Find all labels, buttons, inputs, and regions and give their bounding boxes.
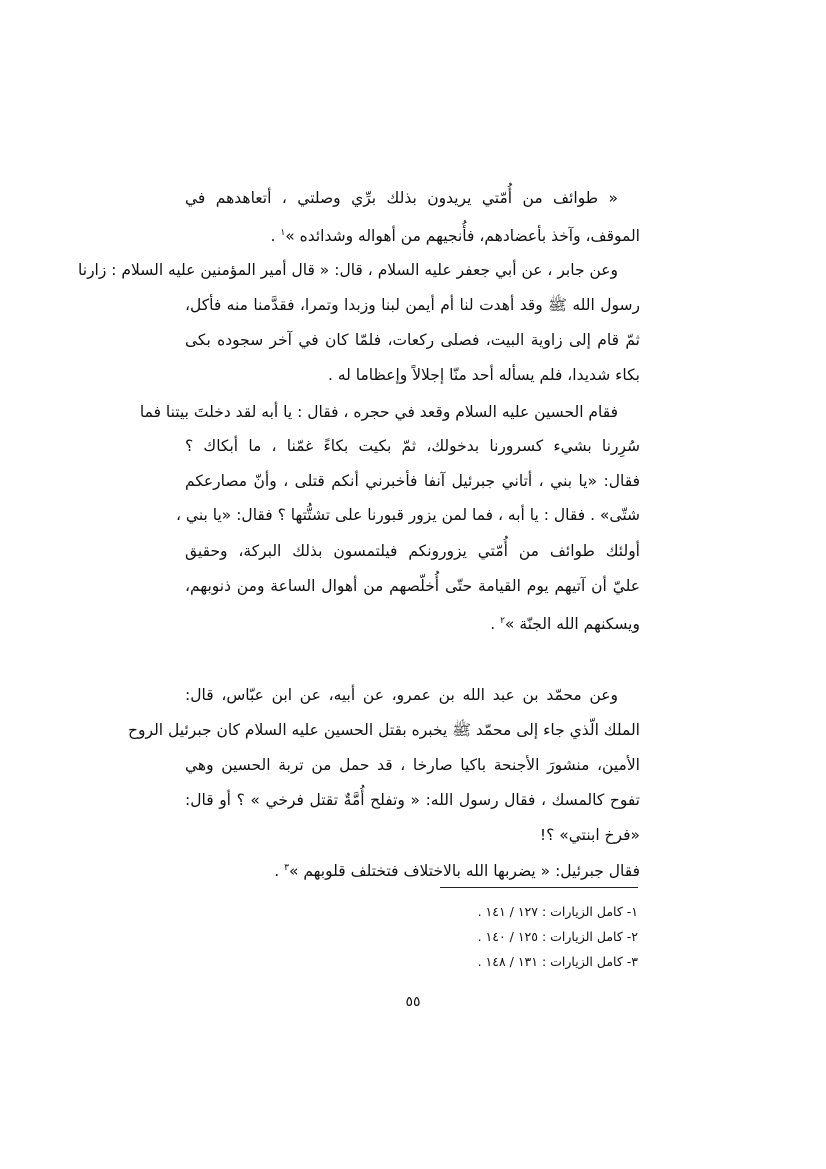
text-line: عليّ أن آتيهم يوم القيامة حتّى أُخلّصهم من أهوال الساعة ومن ذنوبهم، <box>185 577 640 595</box>
text-line: أولئك طوائف من أُمّتي يزورونكم فيلتمسون بذلك البركة، وحقيق <box>185 542 640 560</box>
footnote-ref: ٢ <box>500 616 505 626</box>
text-line <box>185 856 640 883</box>
text-line-content: فقال جبرئيل: « يضربها الله بالاختلاف فتختلف قلوبهم » <box>288 862 640 881</box>
text-line: شتّى» . فقال : يا أبه ، فما لمن يزور قبورنا على تشتُّتها ؟ فقال: «يا بني ، <box>176 506 640 524</box>
period: . <box>490 615 501 634</box>
text-line: الملك الّذي جاء إلى محمّد ﷺ يخبره بقتل الحسين عليه السلام كان جبرئيل الروح <box>128 721 640 739</box>
text-line <box>185 221 640 248</box>
text-line: رسول الله ﷺ وقد أهدت لنا أم أيمن لبنا وزبدا وتمرا، فقدَّمنا منه فأكل، <box>185 296 640 314</box>
text-line: « طوائف من أُمّتي يريدون بذلك برِّي وصلتي ، أتعاهدهم في <box>185 189 618 207</box>
footnote: ١- كامل الزيارات : ١٢٧ / ١٤١ . <box>477 904 638 919</box>
text-line: تفوح كالمسك ، فقال رسول الله: « وتفلح أُمَّةٌ تقتل فرخي » ؟ أو قال: <box>185 791 640 809</box>
period: . <box>270 227 281 246</box>
text-line-content: ويسكنهم الله الجنّة » <box>504 615 640 634</box>
text-line: فقال: «يا بني ، أتاني جبرئيل آنفا فأخبرني أنكم قتلى ، وأنّ مصارعكم <box>185 472 640 490</box>
text-line: بكاء شديدا، فلم يسأله أحد منّا إجلالاً وإعظاما له . <box>327 366 640 384</box>
text-line: «فرخ ابنتي» ؟! <box>539 826 640 844</box>
footnote-ref: ٣ <box>284 863 289 873</box>
text-line: سُرِرنا بشيء كسرورنا بدخولك، ثمّ بكيت بكاءً غمّنا ، ما أبكاك ؟ <box>185 437 640 455</box>
text-line: ثمّ قام إلى زاوية البيت، فصلى ركعات، فلمّا كان في آخر سجوده بكى <box>185 331 640 349</box>
footnote: ٢- كامل الزيارات : ١٢٥ / ١٤٠ . <box>477 929 638 944</box>
page-number: ٥٥ <box>405 994 421 1010</box>
period: . <box>274 862 285 881</box>
text-line: وعن جابر ، عن أبي جعفر عليه السلام ، قال: « قال أمير المؤمنين عليه السلام : زارنا <box>78 261 618 279</box>
text-line: الأمين، منشورَ الأجنحة باكيا صارخا ، قد حمل من تربة الحسين وهي <box>185 756 640 774</box>
text-line: فقام الحسين عليه السلام وقعد في حجره ، فقال : يا أبه لقد دخلتَ بيتنا فما <box>139 403 618 421</box>
footnote: ٣- كامل الزيارات : ١٣١ / ١٤٨ . <box>477 954 638 969</box>
footnote-ref: ١ <box>280 228 286 238</box>
text-line <box>185 609 640 636</box>
footnote-divider <box>440 887 638 888</box>
text-line-content: الموقف، وآخذ بأعضادهم، فأُنجيهم من أهواله وشدائده » <box>285 227 640 246</box>
text-line: وعن محمّد بن عبد الله بن عمرو، عن أبيه، عن ابن عبّاس، قال: <box>185 686 618 704</box>
